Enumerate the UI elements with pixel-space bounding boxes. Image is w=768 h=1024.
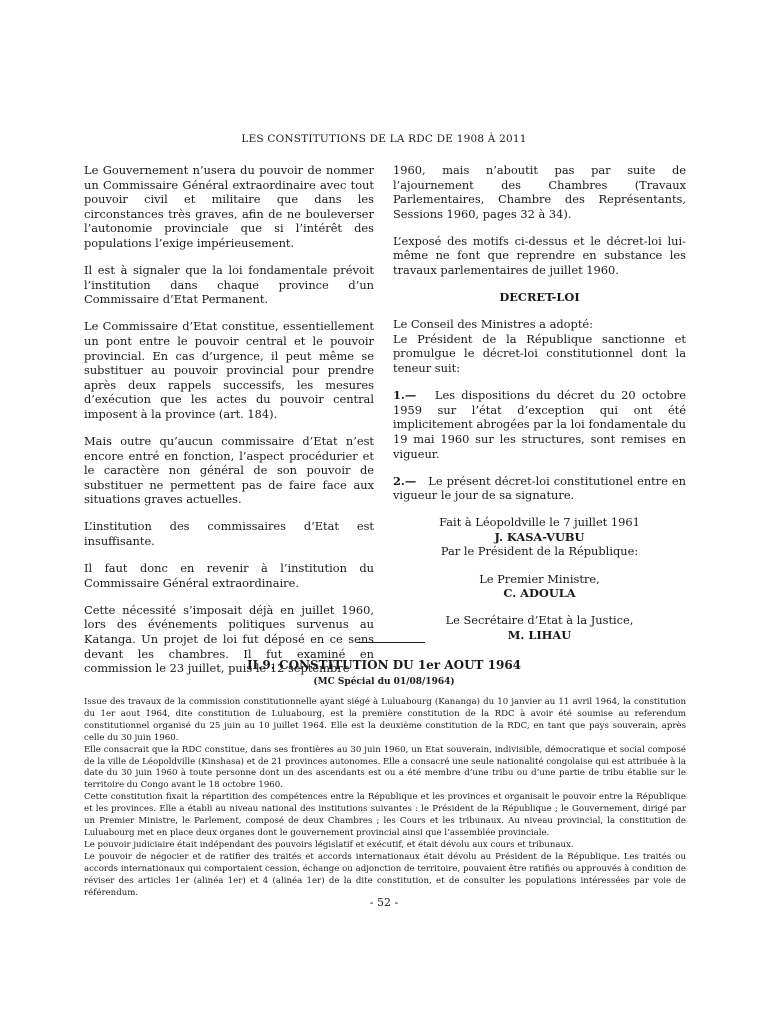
signatory-role: Le Secrétaire d’Etat à la Justice,	[445, 613, 634, 628]
article-1	[393, 388, 686, 461]
signature-block-justice	[393, 613, 686, 642]
intro-paragraph: Elle consacrait que la RDC constitue, dans ses frontières au 30 juin 1960, un Etat souverain, indivisible, démocratique et social composé de la ville de Léopoldville (Kinshasa) et de 21 provinces autonomes. Elle a consacré une seule nationalité congolaise qui est attribuée à la date du 30 juin 1960 à toute personne dont un des ascendants est ou a été membre d’une tribu ou d’une partie de tribu établie sur le territoire du Congo avant le 18 octobre 1960.	[84, 744, 687, 791]
paragraph: L’institution des commissaires d’Etat est insuffisante.	[84, 519, 374, 549]
section-subtitle: (MC Spécial du 01/08/1964)	[313, 677, 455, 687]
council-statement	[393, 317, 686, 375]
right-column	[393, 163, 686, 655]
signatory-role: Par le Président de la République:	[440, 544, 639, 559]
signatory-role: Le Premier Ministre,	[479, 571, 600, 586]
page-number: - 52 -	[369, 896, 399, 909]
intro-paragraph: Le pouvoir de négocier et de ratifier des traités et accords internationaux était dévolu au Président de la République. Les traités ou accords internationaux qui comportaient cession, échange ou adjonction de territoire, pouvaient être ratifiés ou approuvés à condition de réviser des articles 1er (alinéa 1er) et 4 (alinéa 1er) de la dite constitution, et de consulter les populations intéressées par voie de référendum.	[84, 851, 686, 898]
paragraph: Il faut donc en revenir à l’institution du Commissaire Général extraordinaire.	[84, 561, 374, 590]
signature-block-president	[393, 515, 686, 559]
paragraph: Cette nécessité s’imposait déjà en juillet 1960, lors des événements politiques survenus au Katanga. Un projet de loi fut déposé en ce sens devant les chambres. Il fut examiné en commission le 23 juillet, puis le 12 septembre	[84, 602, 374, 676]
section-intro	[84, 697, 686, 899]
place-date: Fait à Léopoldville le 7 juillet 1961	[439, 515, 640, 530]
paragraph: Mais outre qu’aucun commissaire d’Etat n’est encore entré en fonction, l’aspect procédurier et le caractère non général de son pouvoir de substituer ne permettent pas de faire face aux situations graves actuelles.	[84, 434, 374, 507]
intro-paragraph: Issue des travaux de la commission constitutionnelle ayant siégé à Luluabourg (Kananga) du 10 janvier au 11 avril 1964, la constitution du 1er aout 1964, dite constitution de Luluabourg, est la première constitution de la RDC à avoir été soumise au referendum constitutionnel organisé du 25 juin au 10 juillet 1964. Elle est la deuxième constitution de la RDC, en tant que pays souverain, après celle du 30 juin 1960.	[84, 697, 686, 743]
intro-paragraph: Le pouvoir judiciaire était indépendant des pouvoirs législatif et exécutif, et était dévolu aux cours et tribunaux.	[84, 839, 574, 850]
promulgation-line: Le Président de la République sanctionne et promulgue le décret-loi constitutionnel dont la teneur suit:	[393, 331, 686, 376]
article-number: 2.—	[393, 473, 417, 488]
signatory-name: M. LIHAU	[507, 627, 572, 642]
paragraph: Le Commissaire d’Etat constitue, essentiellement un pont entre le pouvoir central et le pouvoir provincial. En cas d’urgence, il peut même se substituer au pouvoir provincial pour prendre après deux rappels successifs, les mesures d’exécution que les actes du pouvoir central imposent à la province (art. 184).	[84, 319, 374, 421]
signatory-name: J. KASA-VUBU	[494, 529, 585, 544]
signature-block-pm	[393, 572, 686, 601]
signatory-name: C. ADOULA	[503, 586, 576, 601]
section-divider	[357, 642, 425, 643]
paragraph: L’exposé des motifs ci-dessus et le décret-loi lui-même ne font que reprendre en substance les travaux parlementaires de juillet 1960.	[393, 233, 686, 278]
running-header: LES CONSTITUTIONS DE LA RDC DE 1908 À 2011	[241, 133, 527, 145]
left-column	[84, 163, 374, 676]
section-title: II.9. CONSTITUTION DU 1er AOUT 1964	[246, 658, 522, 672]
paragraph: Il est à signaler que la loi fondamentale prévoit l’institution dans chaque province d’un Commissaire d’Etat Permanent.	[84, 263, 374, 307]
decret-loi-heading: DECRET-LOI	[499, 290, 580, 305]
article-text: Les dispositions du décret du 20 octobre 1959 sur l’état d’exception qui ont été implicitement abrogées par la loi fondamentale du 19 mai 1960 sur les structures, sont remises en vigueur.	[393, 388, 686, 461]
paragraph: 1960, mais n’aboutit pas par suite de l’ajournement des Chambres (Travaux Parlementaires, Chambre des Représentants, Sessions 1960, pages 32 à 34).	[393, 163, 686, 221]
paragraph: Le Gouvernement n’usera du pouvoir de nommer un Commissaire Général extraordinaire avec tout pouvoir civil et militaire que dans les circonstances très graves, afin de ne bouleverser l’autonomie provinciale que si l’intérêt des populations l’exige impérieusement.	[84, 163, 374, 250]
article-2	[393, 474, 686, 503]
article-text: Le présent décret-loi constitutionel entre en vigueur le jour de sa signature.	[393, 473, 686, 503]
article-number: 1.—	[393, 388, 417, 403]
intro-paragraph: Cette constitution fixait la répartition des compétences entre la République et les provinces et organisait le pouvoir entre la République et les provinces. Elle a établi au niveau national des institutions suivantes : le Président de la République ; le Gouvernement, dirigé par un Premier Ministre, le Parlement, composé de deux Chambres ; les Cours et les tribunaux. Au niveau provincial, la constitution de Luluabourg met en place deux organes dont le gouvernement provincial ainsi que l’assemblée provinciale.	[84, 792, 686, 838]
council-line: Le Conseil des Ministres a adopté:	[393, 317, 593, 332]
